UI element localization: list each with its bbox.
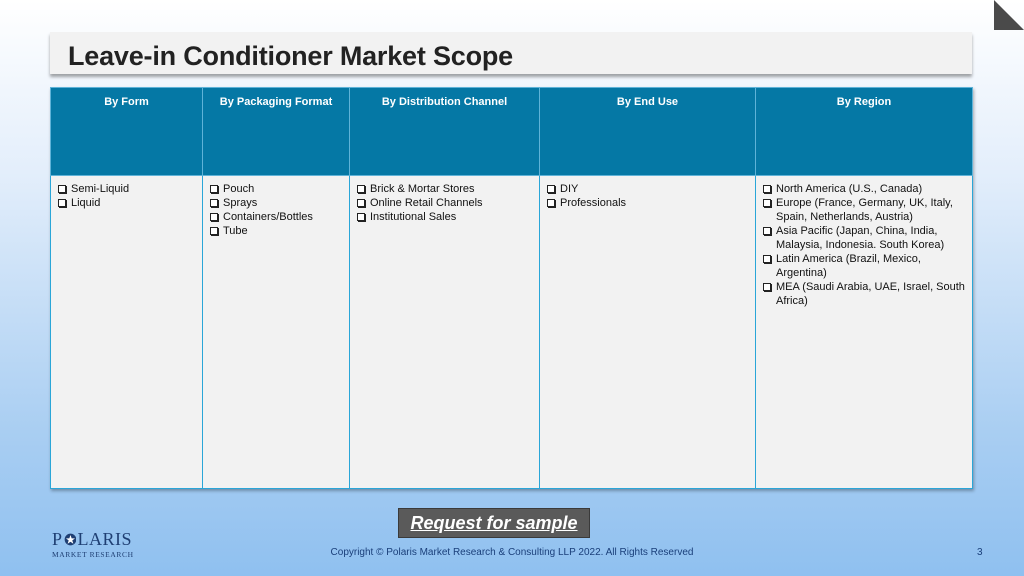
page-number: 3	[977, 547, 983, 558]
copyright-footer: Copyright © Polaris Market Research & Consulting LLP 2022. All Rights Reserved	[330, 547, 694, 558]
table-header-row	[51, 88, 973, 176]
column-header: By Packaging Format	[203, 88, 350, 176]
list-item: Professionals	[546, 196, 749, 210]
list-item: Pouch	[209, 182, 343, 196]
column-header: By Form	[51, 88, 203, 176]
table-cell-packaging	[203, 176, 350, 489]
page-title: Leave-in Conditioner Market Scope	[68, 41, 513, 71]
list-item: North America (U.S., Canada)	[762, 182, 966, 196]
list-item: Semi-Liquid	[57, 182, 196, 196]
column-header: By Distribution Channel	[350, 88, 540, 176]
request-sample-button[interactable]: Request for sample	[398, 508, 590, 538]
list-item: MEA (Saudi Arabia, UAE, Israel, South Africa)	[762, 280, 966, 308]
list-item: Europe (France, Germany, UK, Italy, Spain, Netherlands, Austria)	[762, 196, 966, 224]
table-cell-form	[51, 176, 203, 489]
logo-brand-post: LARIS	[77, 529, 132, 549]
list-item: Sprays	[209, 196, 343, 210]
table-cell-distribution	[350, 176, 540, 489]
title-bar	[50, 32, 972, 74]
table-row	[51, 176, 973, 489]
column-header: By End Use	[540, 88, 756, 176]
logo-brand-pre: P	[52, 529, 63, 549]
list-item: Online Retail Channels	[356, 196, 533, 210]
list-item: Tube	[209, 224, 343, 238]
list-item: Asia Pacific (Japan, China, India, Malaysia, Indonesia. South Korea)	[762, 224, 966, 252]
list-item: Brick & Mortar Stores	[356, 182, 533, 196]
column-header: By Region	[756, 88, 973, 176]
star-icon	[64, 532, 77, 547]
list-item: Institutional Sales	[356, 210, 533, 224]
list-item: Latin America (Brazil, Mexico, Argentina)	[762, 252, 966, 280]
list-item: DIY	[546, 182, 749, 196]
table-cell-region	[756, 176, 973, 489]
list-item: Containers/Bottles	[209, 210, 343, 224]
list-item: Liquid	[57, 196, 196, 210]
logo-subtitle: MARKET RESEARCH	[52, 550, 134, 559]
corner-triangle-decoration	[994, 0, 1024, 30]
table-cell-end-use	[540, 176, 756, 489]
market-scope-table	[50, 87, 973, 489]
